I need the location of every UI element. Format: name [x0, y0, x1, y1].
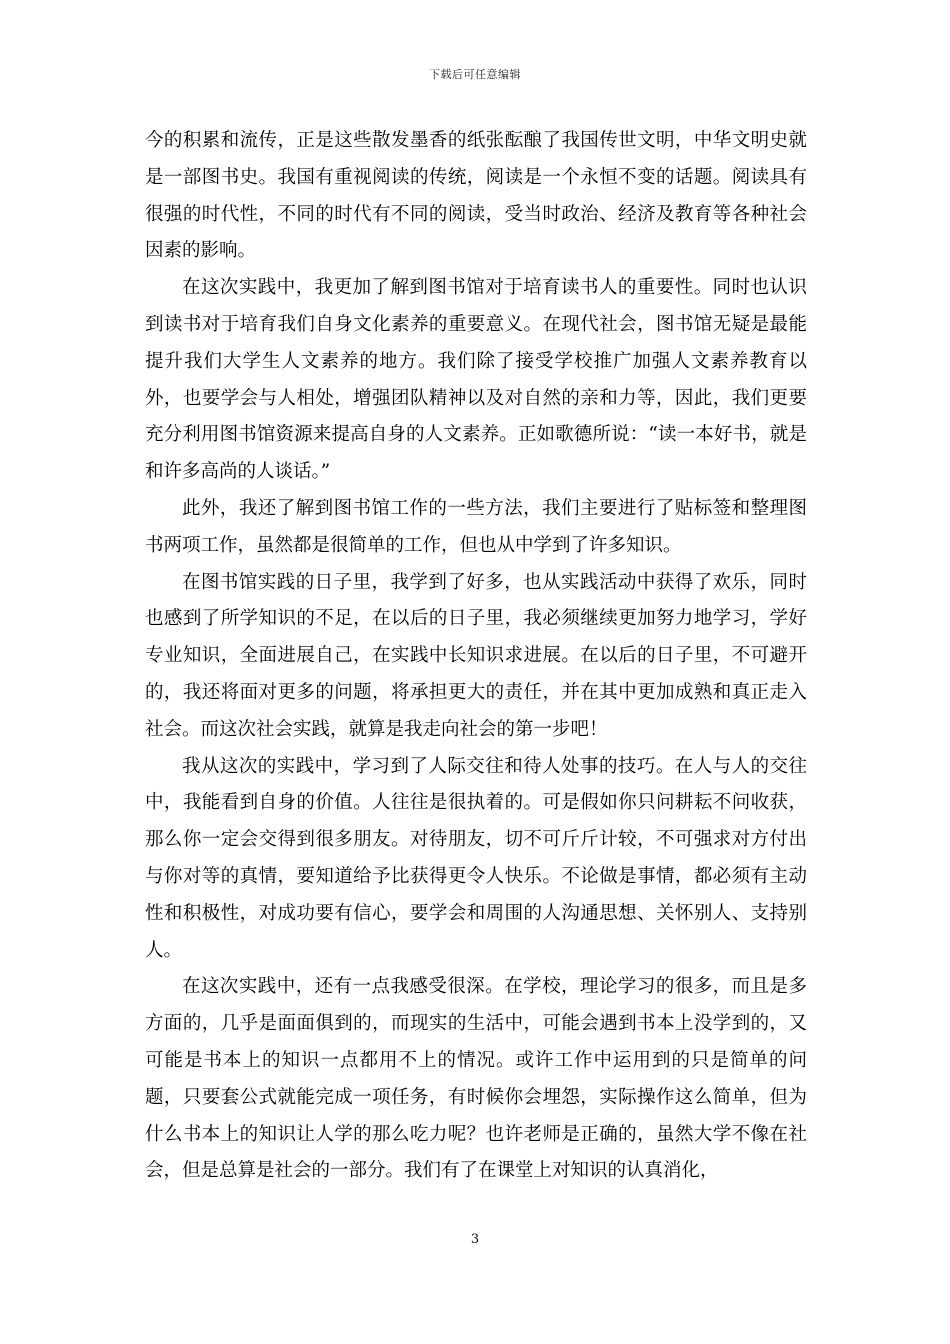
paragraph-interpersonal-skills: 我从这次的实践中，学习到了人际交往和待人处事的技巧。在人与人的交往中，我能看到自身的价值。人往往是很执着的。可是假如你只问耕耘不问收获，那么你一定会交得到很多朋友。对待朋友，切不可斤斤计较，不可强求对方付出与你对等的真情，要知道给予比获得更令人快乐。不论做是事情，都必须有主动性和积极性，对成功要有信心，要学会和周围的人沟通思想、关怀别人、支持别人。	[145, 755, 807, 961]
paragraph-library-importance: 在这次实践中，我更加了解到图书馆对于培育读书人的重要性。同时也认识到读书对于培育我们自身文化素养的重要意义。在现代社会，图书馆无疑是最能提升我们大学生人文素养的地方。我们除了接受学校推广加强人文素养教育以外，也要学会与人相处，增强团队精神以及对自然的亲和力等，因此，我们更要充分利用图书馆资源来提高自身的人文素养。正如歌德所说：“读一本好书，就是和许多高尚的人谈话。”	[145, 277, 807, 483]
page-number: 3	[470, 1232, 480, 1247]
paragraph-continuation: 今的积累和流传，正是这些散发墨香的纸张酝酿了我国传世文明，中华文明史就是一部图书史。我国有重视阅读的传统，阅读是一个永恒不变的话题。阅读具有很强的时代性，不同的时代有不同的阅读，受当时政治、经济及教育等各种社会因素的影响。	[145, 130, 807, 262]
document-body	[145, 123, 807, 1190]
page-header-note: 下载后可任意编辑	[429, 68, 521, 81]
paragraph-theory-vs-reality: 在这次实践中，还有一点我感受很深。在学校，理论学习的很多，而且是多方面的，几乎是面面俱到的，而现实的生活中，可能会遇到书本上没学到的，又可能是书本上的知识一点都用不上的情况。或许工作中运用到的只是简单的问题，只要套公式就能完成一项任务，有时候你会埋怨，实际操作这么简单，但为什么书本上的知识让人学的那么吃力呢？也许老师是正确的，虽然大学不像在社会，但是总算是社会的一部分。我们有了在课堂上对知识的认真消化，	[145, 976, 807, 1182]
paragraph-practice-days: 在图书馆实践的日子里，我学到了好多，也从实践活动中获得了欢乐，同时也感到了所学知识的不足，在以后的日子里，我必须继续更加努力地学习，学好专业知识，全面进展自己，在实践中长知识求进展。在以后的日子里，不可避开的，我还将面对更多的问题，将承担更大的责任，并在其中更加成熟和真正走入社会。而这次社会实践，就算是我走向社会的第一步吧！	[145, 571, 807, 740]
paragraph-library-methods: 此外，我还了解到图书馆工作的一些方法，我们主要进行了贴标签和整理图书两项工作，虽然都是很简单的工作，但也从中学到了许多知识。	[145, 497, 807, 556]
